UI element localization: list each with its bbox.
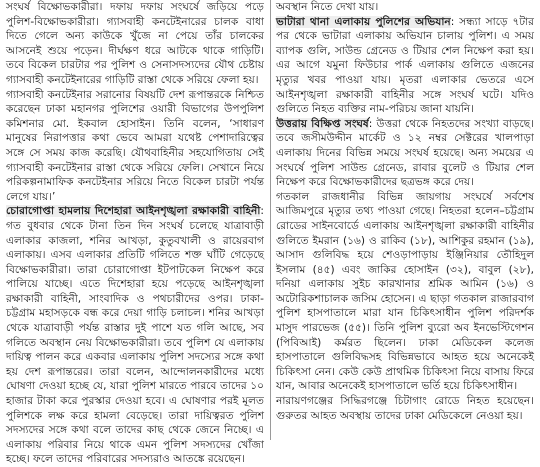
left-paragraph-3: : গত বুধবার থেকে টানা তিন দিন সংঘর্ষ চলেছে যাত্রাবাড়ী এলাকার কাজলা, শনির আখড়া, কুতুবখালী ও রায়েরবাগ এলাকায়। এসব এলাকার প্রতিটি গলিতে শক্ত ঘাঁটি গেড়েছে বিক্ষোভকারীরা। তারা চোরাগোপ্তা ইটপাটকেল নিক্ষেপ করে পালিয়ে যাচ্ছে। এতে দিশেহারা হয়ে পড়েছে আইনশৃঙ্খলা রক্ষাকারী বাহিনী, সাংবাদিক ও পথচারীদের ওপর। ঢাকা-চট্টগ্রাম মহাসড়কে বন্ধ করে দেয়া গাড়ি চলাচল। শনির আখড়া থেকে যাত্রাবাড়ী পর্যন্ত রাস্তার দুই পাশে যত গলি আছে, সব গলিতে অবস্থান নেয় বিক্ষোভকারীরা। তবে পুলিশ যে এলাকায় দায়িত্ব পালন করে একবার এলাকায় পুলিশ সদস্যের সঙ্গে কথা হয় দেশ রূপান্তরের। তারা বলেন, আন্দোলনকারীদের মধ্যে ঘোষণা দেওয়া হচ্ছে যে, যারা পুলিশ মারতে পারবে তাদের ১০ হাজার টাকা করে পুরস্কার দেওয়া হবে। এ ঘোষণার পরই মূলত পুলিশকে লক্ষ করে হামলা বেড়েছে। তারা দায়িত্বরত পুলিশ সদস্যদের সঙ্গে কথা বলে তাদের কাছ থেকে জেনে নিচ্ছে। এ এলাকায় পরিবার নিয়ে থাকে এমন পুলিশ সদস্যদের খোঁজা হচ্ছে। ফলে তাদের পরিবারের সদস্যরাও আতঙ্কে রয়েছেন। (6, 205, 264, 466)
section-heading-uttara: উত্তরায় বিক্ষিপ্ত সংঘর্ষ (276, 117, 369, 130)
right-section-2 (276, 15, 534, 117)
right-paragraph-2: : সন্ধ্যা সাড়ে ৭টার পর থেকে ভাটারা এলাকায় অভিযান চালায় পুলিশ। এ সময় ব্যাপক গুলি, সাউন্ড গ্রেনেড ও টিয়ার শেল নিক্ষেপ করা হয়। এর আগে যমুনা ফিউচার পার্ক এলাকায় গুলিতে এজনের মৃত্যুর খবর পাওয়া যায়। মৃতরা এলাকার ভেতরে এসে আইনশৃঙ্খলা রক্ষাকারী বাহিনীর সঙ্গে সংঘর্ষ ঘটে। যদিও গুলিতে নিহত ব্যক্তির নাম-পরিচয় জানা যায়নি। (276, 15, 535, 116)
right-paragraph-4: গতকাল রাজধানীর বিভিন্ন জায়গায় সংঘর্ষে সর্বশেষ আজিমপুরে মৃত্যুর তথ্য পাওয়া গেছে। নিহতরা হলেন–চট্টগ্রাম রোডের সাইনবোর্ডে এলাকায় আইনশৃঙ্খলা রক্ষাকারী বাহিনীর গুলিতে ইমরান (১৬) ও রাকিব (১৮), আশিকুর রহমান (১৯), আসাদ গুলিবিদ্ধ হয়ে শেওড়াপাড়ায় ইঞ্জিনিয়ার তৌহিদুল ইসলাম (৪৫) এবং জাকির হোসাইন (৩২), বাবুল (২৮), দনিয়া এলাকায় সুইচ কারখানার শ্রমিক আমিন (১৬) ও অটোরিকশাচালক জসিম হোসেন। এ ছাড়া গতকাল রাজারবাগ পুলিশ হাসপাতালে মারা যান চিকিৎসাধীন পুলিশ পরিদর্শক মাসুদ পারভেজ (৫৫)। তিনি পুলিশ ব্যুরো অব ইনভেস্টিগেশন (পিবিআই) কর্মরত ছিলেন। ঢাকা মেডিকেল কলেজ হাসপাতালে গুলিবিদ্ধসহ বিভিন্নভাবে আহত হয়ে অনেকেই চিকিৎসা নেন। কেউ কেউ প্রাথমিক চিকিৎসা নিয়ে বাসায় ফিরে যান, আবার অনেকেই হাসপাতালে ভর্তি হয়ে চিকিৎসাধীন। (276, 190, 534, 393)
section-heading-chorapta: চোরাগোপ্তা হামলায় দিশেহারা আইনশৃঙ্খলা রক্ষাকারী বাহিনী (6, 205, 261, 218)
column-divider (270, 0, 271, 440)
section-heading-bhatara: ভাটারা থানা এলাকায় পুলিশের অভিযান (276, 15, 451, 28)
right-paragraph-3: : উত্তরা থেকে নিহতদের সংখ্যা বাড়ছে। তবে জসীমউদ্দীন মার্কেট ও ১২ নম্বর সেক্টরের খালপাড়া এলাকায় দিনের বিভিন্ন সময়ে সংঘর্ষ হয়েছে। অন্য সময়ের এ সংঘর্ষে পুলিশ সাউন্ড গ্রেনেড, রাবার বুলেট ও টিয়ার শেল নিক্ষেপ করে বিক্ষোভকারীদের ছত্রভঙ্গ করে দেয়। (276, 117, 534, 189)
right-section-3 (276, 117, 534, 190)
right-column (276, 0, 534, 440)
right-paragraph-1: অবস্থান নিতে দেখা যায়। (276, 1, 379, 13)
left-paragraph-2: গ্যাসবাহী কনটেইনার সরানোর বিষয়টি দেশ রূপান্তরকে নিশ্চিত করেছেন ঢাকা মহানগর পুলিশের ওয়ারী বিভাগের উপপুলিশ কমিশনার মো. ইকবাল হোসাইন। তিনি বলেন, ‘সাধারণ মানুষের নিরাপত্তার কথা ভেবে আমরা যথেষ্ট পেশাদারিত্বের সঙ্গে সে সময় কাজ করেছি। যৌথবাহিনীর সহযোগিতায় সেই গ্যাসবাহী কনটেইনার রাস্তা থেকে সরিয়ে ফেলি। সেখানে নিয়ে পরিকল্পনামাফিক কনটেইনার সরিয়ে নিতে বিকেল চারটা পর্যন্ত লেগে যায়।’ (6, 88, 264, 203)
left-paragraph-1: সংঘর্ষ বিক্ষোভকারীরা। দফায় দফায় সংঘর্ষে জড়িয়ে পড়ে পুলিশ-বিক্ষোভকারীরা। গ্যাসবাহী কনটেইনারের চালক বাধা দিতে গেলে অন্য কাউকে খুঁজে না পেয়ে তাঁর চালকের আসনেই শুয়ে পড়েন। দীর্ঘক্ষণ ধরে আটকে থাকে গাড়িটি। তবে বিকেল চারটার পর পুলিশ ও সেনাসদস্যদের যৌথ চেষ্টায় গ্যাসবাহী কনটেইনারের গাড়িটি রাস্তা থেকে সরিয়ে ফেলা হয়। (6, 1, 264, 86)
right-paragraph-5: নারায়ণগঞ্জের সিদ্ধিরগঞ্জে চিটাগাং রোডে নিহত হয়েছেন। গুরুতর আহত অবস্থায় তাদের ঢাকা মেডিকেলে নেওয়া হয়। (276, 395, 534, 422)
left-section-3 (6, 204, 264, 467)
left-column (6, 0, 264, 466)
